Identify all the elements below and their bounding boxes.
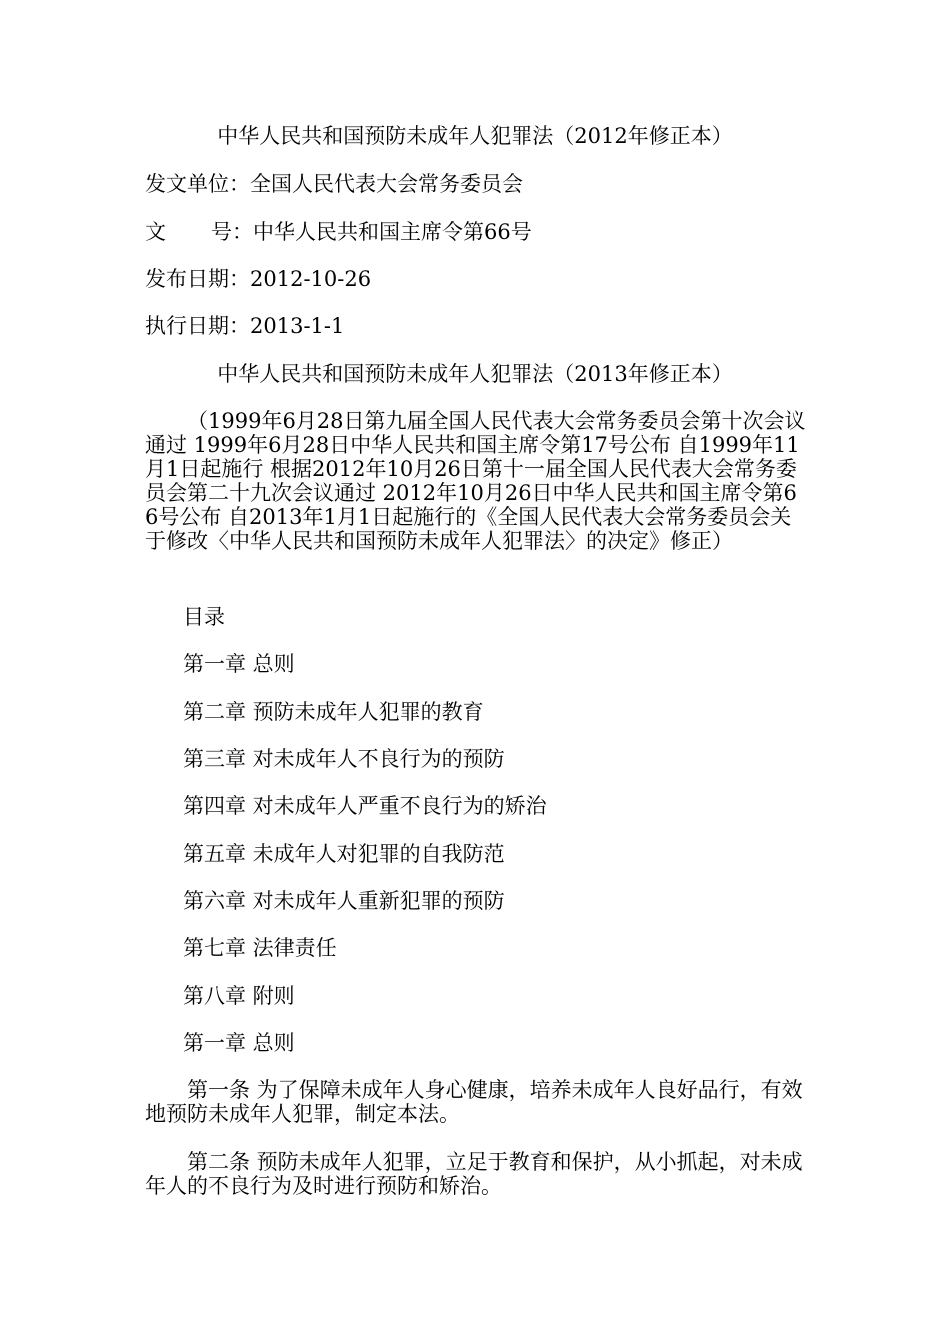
toc-item: 第八章 附则 <box>183 984 295 1008</box>
law-title: 中华人民共和国预防未成年人犯罪法（2013年修正本） <box>217 362 733 386</box>
effective-date-value: 2013-1-1 <box>250 314 345 338</box>
document-title: 中华人民共和国预防未成年人犯罪法（2012年修正本） <box>217 124 733 148</box>
toc-heading: 目录 <box>183 605 225 629</box>
article-2: 第二条 预防未成年人犯罪，立足于教育和保护，从小抓起，对未成年人的不良行为及时进行预防和矫治。 <box>145 1150 803 1198</box>
doc-number-value: 中华人民共和国主席令第66号 <box>253 220 532 244</box>
toc-item: 第四章 对未成年人严重不良行为的矫治 <box>183 794 547 818</box>
toc-item: 第一章 总则 <box>183 652 295 676</box>
issuer-value: 全国人民代表大会常务委员会 <box>250 172 523 196</box>
toc-item: 第七章 法律责任 <box>183 936 337 960</box>
effective-date-label: 执行日期： <box>145 314 250 338</box>
chapter-heading: 第一章 总则 <box>183 1031 295 1055</box>
effective-date-line <box>145 314 344 338</box>
publish-date-value: 2012-10-26 <box>250 267 372 291</box>
doc-number-line <box>145 220 532 244</box>
issuer-line <box>145 172 523 196</box>
publish-date-label: 发布日期： <box>145 267 250 291</box>
doc-number-label-b: 号： <box>211 220 253 244</box>
toc-item: 第五章 未成年人对犯罪的自我防范 <box>183 842 505 866</box>
publish-date-line <box>145 267 371 291</box>
toc-item: 第三章 对未成年人不良行为的预防 <box>183 747 505 771</box>
toc-item: 第二章 预防未成年人犯罪的教育 <box>183 700 484 724</box>
doc-number-label-a: 文 <box>145 220 166 244</box>
issuer-label: 发文单位： <box>145 172 250 196</box>
toc-item: 第六章 对未成年人重新犯罪的预防 <box>183 889 505 913</box>
preamble: （1999年6月28日第九届全国人民代表大会常务委员会第十次会议通过 1999年6月28日中华人民共和国主席令第17号公布 自1999年11月1日起施行 根据2012年10月26日第十一届全国人民代表大会常务委员会第二十九次会议通过 2012年10月26日中华人民共和国主席令第66号公布 自2013年1月1日起施行的《全国人民代表大会常务委员会关于修改〈中华人民共和国预防未成年人犯罪法〉的决定》修正） <box>145 409 806 553</box>
article-1: 第一条 为了保障未成年人身心健康，培养未成年人良好品行，有效地预防未成年人犯罪，制定本法。 <box>145 1078 803 1126</box>
